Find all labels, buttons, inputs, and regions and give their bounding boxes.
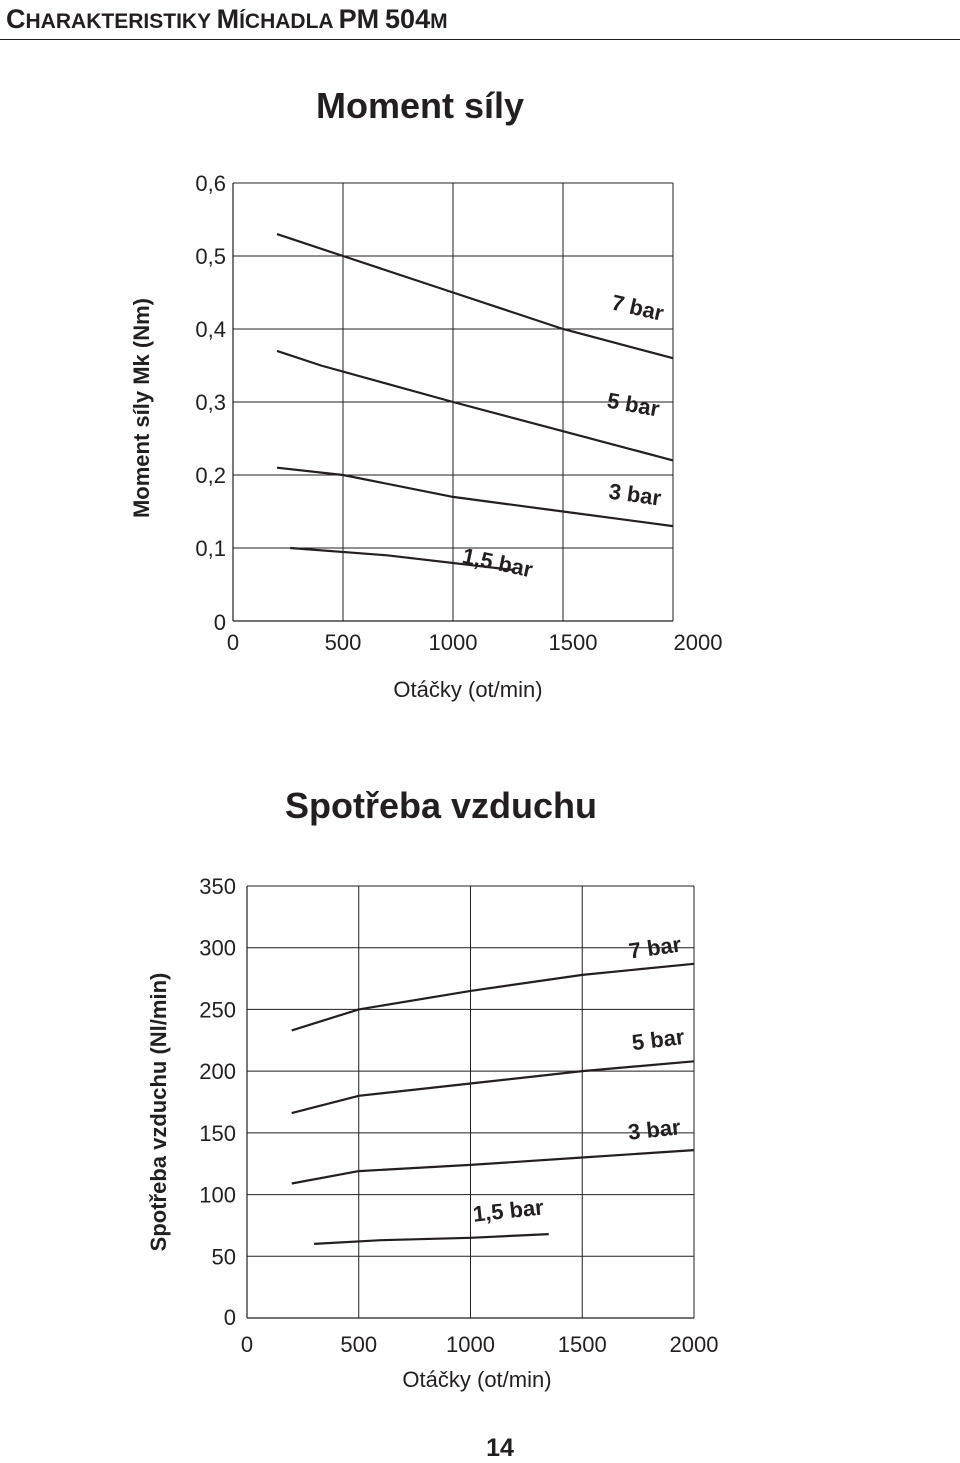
chart1-y-tick-label: 0,6 [195,171,226,196]
chart1-y-tick-label: 0,2 [195,463,226,488]
chart1-series-label: 3 bar [607,478,663,511]
chart2-x-tick-label: 2000 [669,1332,719,1357]
page-number: 14 [486,1434,514,1462]
chart1-series-label: 7 bar [609,289,667,326]
chart1-x-axis-label: Otáčky (ot/min) [393,677,543,702]
chart2-series-line [314,1234,549,1244]
chart2-x-tick-label: 1000 [446,1332,495,1357]
chart2-x-tick-label: 1500 [557,1332,607,1357]
page-header-title: CHARAKTERISTIKY MÍCHADLA PM 504M [6,4,448,34]
chart1-x-tick-label: 1000 [428,630,478,655]
chart1-y-tick-label: 0,1 [195,536,226,561]
chart2-y-tick-label: 250 [199,997,236,1023]
chart2-y-tick-label: 300 [199,935,236,961]
chart1-x-tick-label: 1500 [548,630,598,655]
chart2-y-tick-label: 200 [199,1059,236,1085]
chart2-series-label: 5 bar [630,1023,686,1056]
chart2-y-tick-label: 0 [223,1305,236,1330]
chart1-x-tick-label: 0 [226,630,240,655]
chart2-y-tick-label: 50 [211,1244,236,1270]
chart1-y-axis-label: Moment síly Mk (Nm) [129,297,154,519]
chart2-y-tick-label: 350 [199,874,236,899]
chart2-y-tick-label: 100 [199,1182,236,1208]
chart2-series-line [292,964,694,1031]
chart2-series-line [292,1150,694,1183]
chart2-series-label: 7 bar [627,931,683,964]
chart2-y-tick-label: 150 [199,1120,236,1146]
chart2-x-axis-label: Otáčky (ot/min) [402,1367,552,1392]
chart1-series-label: 5 bar [605,387,662,422]
chart1-y-tick-label: 0,5 [195,244,226,269]
chart2-series-line [292,1061,694,1113]
chart1-x-tick-label: 500 [324,630,362,655]
chart1-y-tick-label: 0,4 [195,317,226,342]
chart2-y-axis-label: Spotřeba vzduchu (Nl/min) [146,972,171,1252]
chart1-series-label: 1,5 bar [460,543,535,583]
chart1-y-tick-label: 0,3 [195,390,226,415]
chart1-title: Moment síly [315,85,525,126]
chart2-series-label: 3 bar [626,1114,682,1145]
chart2-series-label: 1,5 bar [471,1194,545,1227]
chart2-x-tick-label: 0 [240,1332,254,1357]
chart2-x-tick-label: 500 [340,1332,378,1357]
chart1-x-tick-label: 2000 [673,630,723,655]
chart2-title: Spotřeba vzduchu [284,785,598,826]
chart1-y-tick-label: 0 [213,610,226,635]
